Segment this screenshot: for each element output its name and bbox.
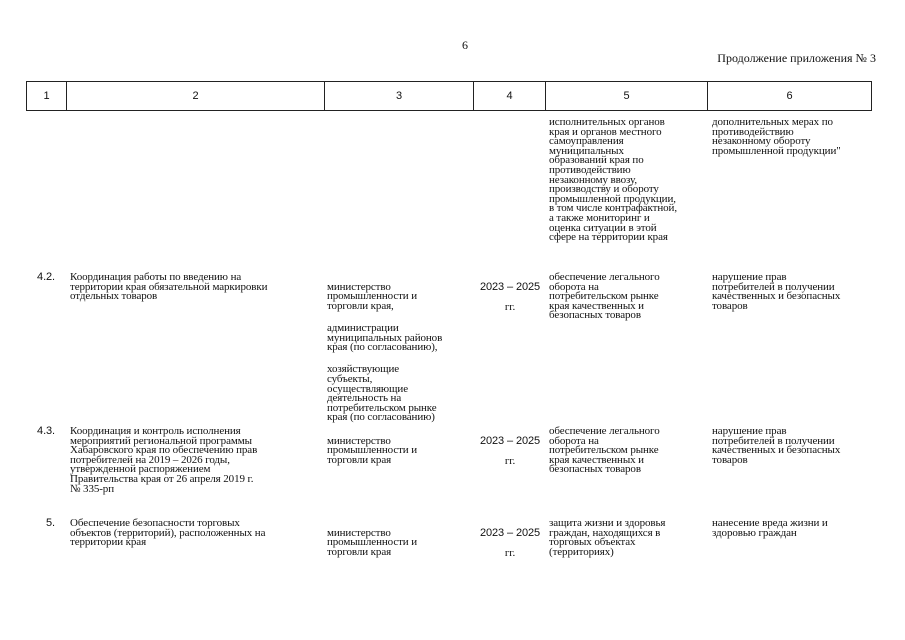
result-text: обеспечение легального оборота на потребительском рынке края качественных и безопасных товаров <box>549 425 660 476</box>
measure-text: Обеспечение безопасности торговых объектов (территорий), расположенных на территории края <box>70 517 266 549</box>
carryover-result-text: исполнительных органов края и органов местного самоуправления муниципальных образований края по противодействию незаконному ввозу, производству и обороту промышленной продукции, в том числе контрафактной, а также мониторинг и оценка ситуации в этой сфере на территории края <box>549 116 677 244</box>
consequence-text: нарушение прав потребителей в получении качественных и безопасных товаров <box>712 425 841 466</box>
executor-entry: администрации муниципальных районов края (по согласованию), <box>327 321 443 354</box>
header-col-5: 5 <box>546 82 708 111</box>
executors-list <box>327 273 477 436</box>
header-col-3: 3 <box>325 82 474 111</box>
period-unit: гг. <box>504 547 516 559</box>
measure-text: Координация работы по введению на территории края обязательной маркировки отдельных товаров <box>70 271 268 303</box>
page-number: 6 <box>462 38 468 52</box>
row-number: 4.2. <box>37 271 55 283</box>
executors-list <box>327 519 477 570</box>
header-col-4: 4 <box>474 82 546 111</box>
period <box>474 272 546 322</box>
row-number: 5. <box>46 517 55 529</box>
measure-text: Координация и контроль исполнения мероприятий региональной программы Хабаровского края по обеспечению прав потребителей на 2019 – 2026 годы, утвержденной распоряжением Правительства края от 26 апреля 2019 г. № 335-рп <box>70 425 258 495</box>
executor-entry: министерство промышленности и торговли края <box>327 434 418 466</box>
period <box>474 518 546 568</box>
consequence-text: нарушение прав потребителей в получении качественных и безопасных товаров <box>712 271 841 312</box>
period-years: 2023 – 2025 <box>479 527 541 539</box>
period-unit: гг. <box>504 301 516 313</box>
result-text: обеспечение легального оборота на потребительском рынке края качественных и безопасных товаров <box>549 271 660 322</box>
executors-list <box>327 427 477 478</box>
executor-entry: хозяйствующие субъекты, осуществляющие деятельность на потребительском рынке края (по согласованию) <box>327 363 437 424</box>
continuation-caption: Продолжение приложения № 3 <box>717 51 876 65</box>
period-years: 2023 – 2025 <box>479 281 541 293</box>
header-col-6: 6 <box>708 82 872 111</box>
column-number-header <box>26 81 872 111</box>
consequence-text: нанесение вреда жизни и здоровью граждан <box>712 517 828 539</box>
period-unit: гг. <box>504 455 516 467</box>
result-text: защита жизни и здоровья граждан, находящихся в торговых объектах (территориях) <box>549 517 666 558</box>
header-col-1: 1 <box>27 82 67 111</box>
header-col-2: 2 <box>67 82 325 111</box>
executor-entry: министерство промышленности и торговли края <box>327 526 418 558</box>
row-number: 4.3. <box>37 425 55 437</box>
period-years: 2023 – 2025 <box>479 435 541 447</box>
carryover-consequence-text: дополнительных мерах по противодействию незаконному обороту промышленной продукции" <box>712 116 841 157</box>
period <box>474 426 546 476</box>
executor-entry: министерство промышленности и торговли края, <box>327 280 418 312</box>
